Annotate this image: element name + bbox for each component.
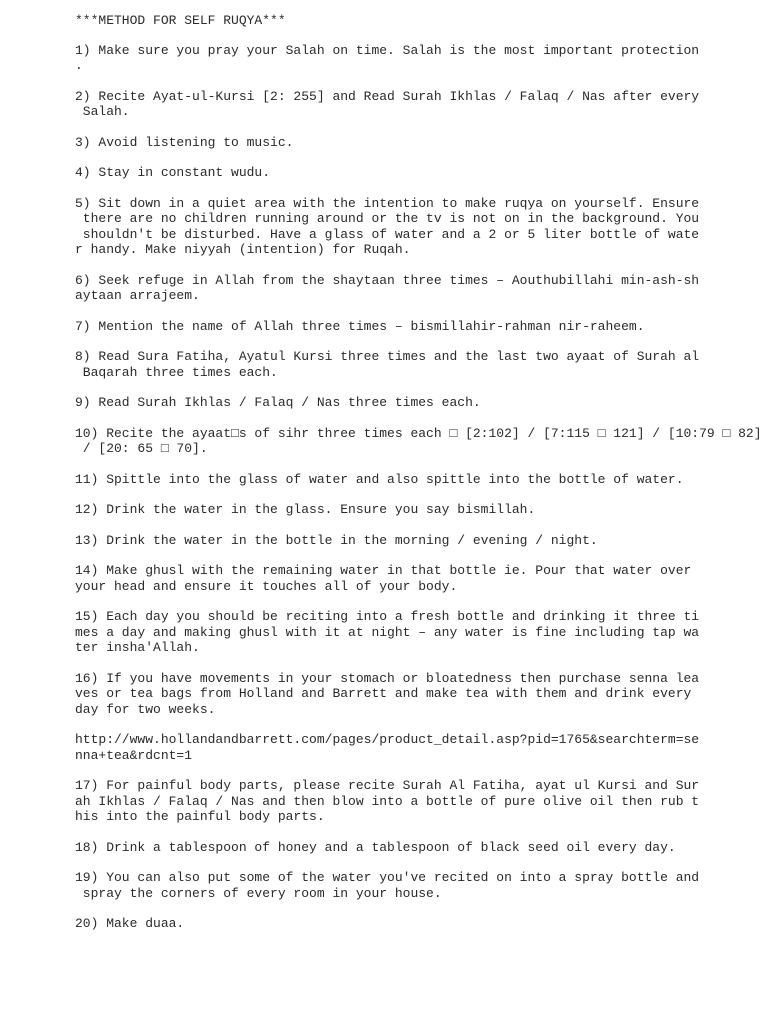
paragraph-18: 18) Drink a tablespoon of honey and a tablespoon of black seed oil every day.	[75, 839, 676, 855]
paragraph-4: 4) Stay in constant wudu.	[75, 165, 271, 180]
paragraph-20: 20) Make duaa.	[75, 916, 185, 931]
paragraph-3: 3) Avoid listening to music.	[75, 134, 294, 150]
paragraph-17: 17) For painful body parts, please recite Surah Al Fatiha, ayat ul Kursi and Sur ah Ikhlas / Falaq / Nas and then blow into a bottle of pure olive oil then rub t his into the painful body parts.	[75, 778, 700, 824]
paragraph-13: 13) Drink the water in the bottle in the morning / evening / night.	[75, 532, 598, 548]
paragraph-6: 6) Seek refuge in Allah from the shaytaan three times – Aouthubillahi min-ash-sh aytaan arrajeem.	[75, 272, 700, 303]
paragraph-19: 19) You can also put some of the water you've recited on into a spray bottle and spray the corners of every room in your house.	[75, 870, 700, 901]
paragraph-2: 2) Recite Ayat-ul-Kursi [2: 255] and Read Surah Ikhlas / Falaq / Nas after every Salah.	[75, 88, 700, 119]
paragraph-12: 12) Drink the water in the glass. Ensure you say bismillah.	[75, 502, 536, 517]
paragraph-14: 14) Make ghusl with the remaining water in that bottle ie. Pour that water over your head and ensure it touches all of your body.	[75, 563, 692, 594]
paragraph-5: 5) Sit down in a quiet area with the intention to make ruqya on yourself. Ensure there are no children running around or the tv is not on in the background. You shouldn't be disturbed. Have a glass of water and a 2 or 5 liter bottle of wate r handy. Make niyyah (intention) for Ruqah.	[75, 195, 700, 257]
paragraph-8: 8) Read Sura Fatiha, Ayatul Kursi three times and the last two ayaat of Surah al Baqarah three times each.	[75, 349, 700, 380]
document-body	[75, 13, 762, 947]
paragraph-15: 15) Each day you should be reciting into a fresh bottle and drinking it three ti mes a day and making ghusl with it at night – any water is fine including tap wa ter insha'Allah.	[75, 609, 700, 655]
paragraph-7: 7) Mention the name of Allah three times – bismillahir-rahman nir-raheem.	[75, 318, 645, 334]
paragraph-1: 1) Make sure you pray your Salah on time. Salah is the most important protection .	[75, 42, 700, 73]
paragraph-11: 11) Spittle into the glass of water and also spittle into the bottle of water.	[75, 471, 684, 487]
document-title: ***METHOD FOR SELF RUQYA***	[75, 13, 286, 28]
paragraph-9: 9) Read Surah Ikhlas / Falaq / Nas three times each.	[75, 395, 481, 410]
product-link: http://www.hollandandbarrett.com/pages/product_detail.asp?pid=1765&searchterm=se nna+tea&rdcnt=1	[75, 732, 700, 763]
paragraph-16: 16) If you have movements in your stomach or bloatedness then purchase senna lea ves or tea bags from Holland and Barrett and make tea with them and drink every day for two weeks.	[75, 670, 700, 717]
paragraph-10: 10) Recite the ayaat□s of sihr three times each □ [2:102] / [7:115 □ 121] / [10:79 □ 82] / [20: 65 □ 70].	[75, 425, 762, 456]
